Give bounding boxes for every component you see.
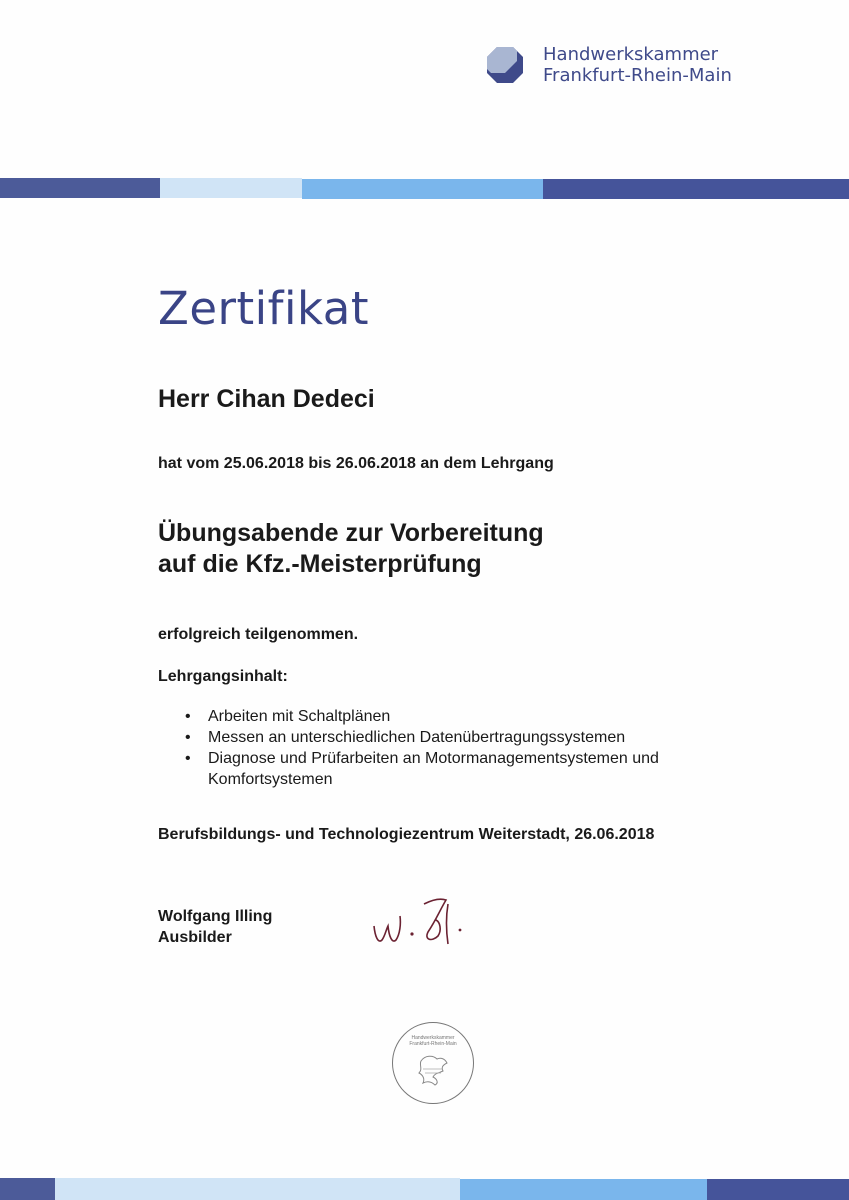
recipient-name: Herr Cihan Dedeci bbox=[158, 385, 375, 413]
signer-block bbox=[158, 906, 272, 948]
result-text: erfolgreich teilgenommen. bbox=[158, 626, 359, 643]
period-text: hat vom 25.06.2018 bis 26.06.2018 an dem Lehrgang bbox=[158, 455, 554, 472]
list-item: • Messen an unterschiedlichen Datenübertragungssystemen bbox=[158, 727, 718, 748]
org-name-line1: Handwerkskammer bbox=[543, 44, 719, 65]
list-item: • Arbeiten mit Schaltplänen bbox=[158, 706, 718, 727]
certificate-title: Zertifikat bbox=[158, 282, 369, 335]
content-heading: Lehrgangsinhalt: bbox=[158, 668, 288, 685]
signer-name: Wolfgang Illing bbox=[158, 908, 273, 925]
course-title-line1: Übungsabende zur Vorbereitung bbox=[158, 519, 544, 547]
seal-line2: Frankfurt-Rhein-Main bbox=[409, 1041, 457, 1047]
course-title-line2: auf die Kfz.-Meisterprüfung bbox=[158, 550, 482, 578]
org-name-line2: Frankfurt-Rhein-Main bbox=[543, 65, 732, 86]
org-logo-icon bbox=[486, 46, 524, 84]
stamp-seal bbox=[392, 1022, 474, 1104]
course-title bbox=[158, 518, 544, 580]
place-date: Berufsbildungs- und Technologiezentrum Weiterstadt, 26.06.2018 bbox=[158, 826, 655, 843]
content-list bbox=[158, 706, 718, 790]
list-item: • Diagnose und Prüfarbeiten an Motormanagementsystemen und Komfortsystemen bbox=[158, 748, 718, 790]
signature-icon bbox=[366, 890, 486, 960]
org-name bbox=[543, 44, 732, 86]
lion-crest-icon bbox=[413, 1051, 453, 1087]
signer-role: Ausbilder bbox=[158, 929, 232, 946]
seal-line1: Handwerkskammer bbox=[411, 1035, 455, 1041]
